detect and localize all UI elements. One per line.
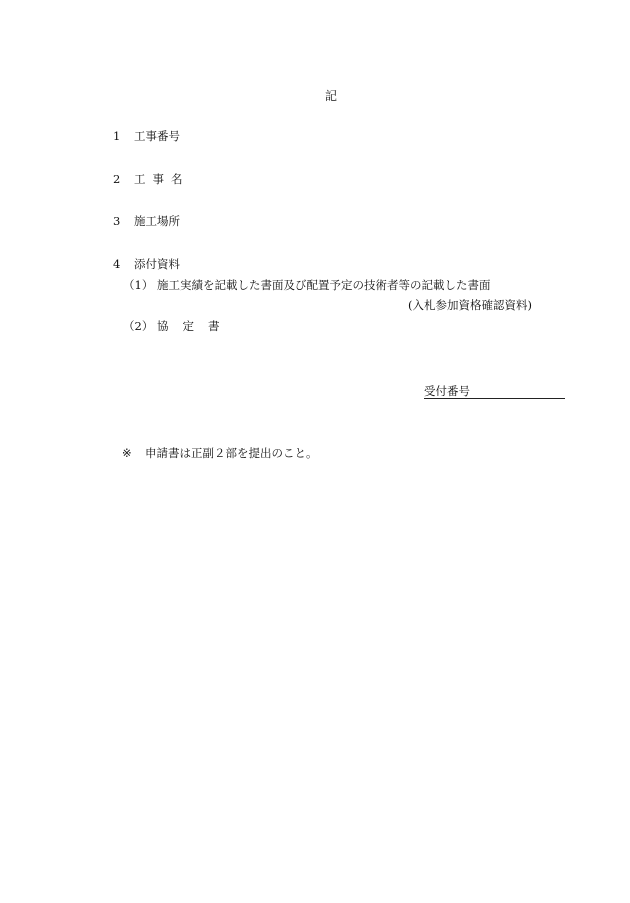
attachment-note-1: (入札参加資格確認資料) [408,298,532,312]
receipt-number-label: 受付番号 [424,384,470,398]
attachment-text-1: 施工実績を記載した書面及び配置予定の技術者等の記載した書面 [157,278,491,292]
item-number-3: 3 [113,214,121,228]
item-label-construction-name: 工事名 [134,172,190,186]
note-text: 申請書は正副２部を提出のこと。 [145,446,318,460]
item-label-attachments: 添付資料 [134,257,180,271]
document-heading: 記 [325,89,338,103]
attachment-text-2: 協定書 [157,319,234,333]
item-label-construction-site: 施工場所 [134,214,180,228]
item-number-2: 2 [113,172,121,186]
item-number-1: 1 [113,129,121,143]
item-number-4: 4 [113,257,121,271]
note-mark: ※ [122,446,132,460]
attachment-number-1: （1） [123,278,154,292]
item-label-construction-number: 工事番号 [134,129,180,143]
receipt-number-field[interactable] [424,386,565,399]
attachment-number-2: （2） [123,319,154,333]
